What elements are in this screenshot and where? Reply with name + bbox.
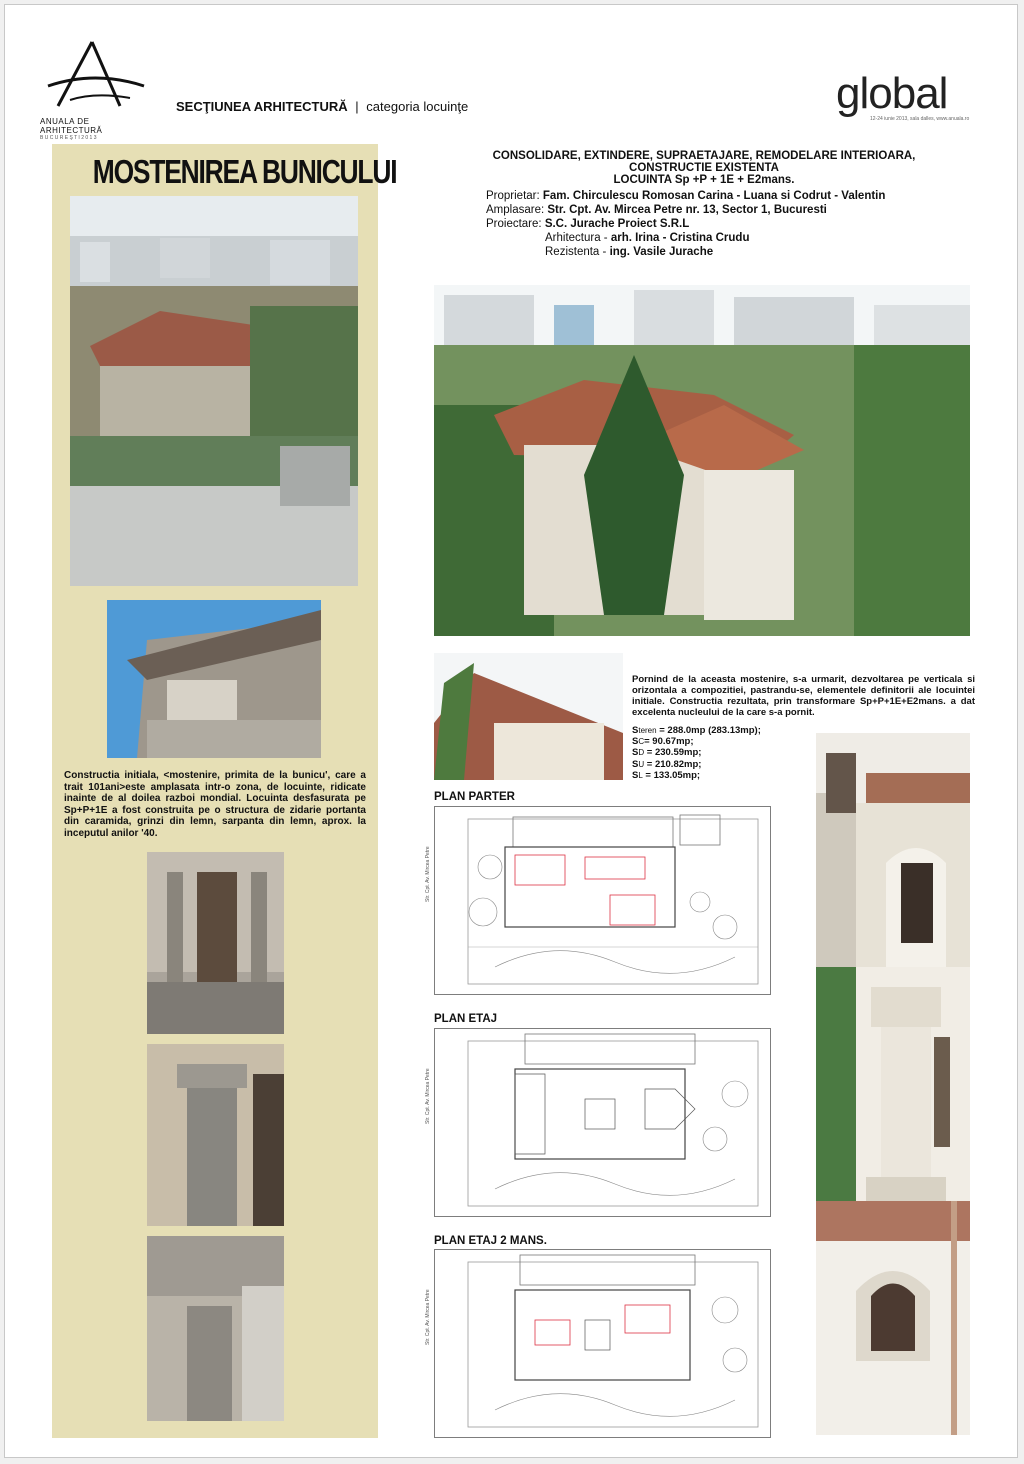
section-separator: |: [355, 99, 359, 114]
designer-value: S.C. Jurache Proiect S.R.L: [544, 218, 690, 230]
plan-title-etaj2: PLAN ETAJ 2 MANS.: [434, 1235, 547, 1247]
photo-aerial-old-house: [70, 196, 358, 586]
photo-old-facade-detail: [107, 600, 321, 758]
area-value: = 288.0mp (283.13mp);: [656, 725, 761, 736]
location-value: Str. Cpt. Av. Mircea Petre nr. 13, Sector 1, Bucuresti: [547, 204, 827, 216]
area-row-u: [632, 759, 761, 770]
designer-row: [486, 217, 885, 231]
area-sub: C: [638, 737, 645, 747]
area-list: [632, 725, 761, 781]
owner-label: Proprietar:: [486, 190, 543, 202]
floor-plan-etaj: [425, 1028, 771, 1217]
logo-line-2: B U C U R E Ş T I 2 0 1 3: [40, 135, 97, 141]
area-sub: U: [638, 759, 645, 769]
photo-new-column: [816, 967, 970, 1201]
section-label: SECŢIUNEA ARHITECTURĂ: [176, 99, 348, 114]
global-sub: 12-24 iunie 2013, sala dalles, www.anuala.ro: [870, 116, 970, 122]
area-row-l: [632, 770, 761, 781]
plan-title-etaj: PLAN ETAJ: [434, 1013, 498, 1025]
anuala-a-icon: [40, 40, 150, 110]
concept-text: Pornind de la aceasta mostenire, s-a urmarit, dezvoltarea pe verticala si orizontala a compozitiei, pastrandu-se, elementele definitorii ale locuintei initiale. Constructia rezultata, prin transformare Sp+P+1E+E2mans. a dat excelenta nucleului de la care s-a pornit.: [632, 674, 975, 718]
logo-line-1: ANUALA DE ARHITECTURĂ: [40, 117, 103, 135]
photo-new-roof-corner: [434, 653, 623, 780]
location-label: Amplasare:: [486, 204, 548, 216]
area-sub: L: [638, 770, 643, 780]
area-symbol: S: [632, 736, 639, 748]
plan-etaj-street-label: Str. Cpt. Av. Mircea Petre: [425, 1068, 431, 1124]
category-label: categoria locuinţe: [366, 99, 469, 114]
left-description: Constructia initiala, <mostenire, primita de la bunicu', care a trait 101ani>este amplasata intr-o zona, de locuinte, ridicate inainte de al doilea razboi mondial. Locuinta desfasurata pe Sp+P+1E a fost construita pe o structura de zidarie portanta din caramida, grinzi din lemn, sarpanta din lemn, aprox. la inceputul anilor '40.: [64, 770, 366, 839]
photo-old-column: [147, 1044, 284, 1226]
project-title-line-3: LOCUINTA Sp +P + 1E + E2mans.: [613, 174, 795, 186]
designer-label: Proiectare:: [486, 218, 545, 230]
architecture-value: arh. Irina - Cristina Crudu: [610, 232, 750, 244]
area-symbol: S: [632, 758, 639, 770]
plan-title-parter: PLAN PARTER: [434, 791, 515, 803]
area-row-teren: [632, 725, 761, 736]
area-value: = 210.82mp;: [644, 758, 702, 770]
area-symbol: S: [632, 769, 639, 781]
area-symbol: S: [632, 747, 639, 759]
project-info-rows: [486, 189, 885, 259]
project-title-block: [434, 150, 994, 187]
architecture-row: [545, 231, 885, 245]
photo-aerial-new-house: [434, 285, 970, 636]
area-value: = 133.05mp;: [642, 769, 701, 781]
project-title-line-1: CONSOLIDARE, EXTINDERE, SUPRAETAJARE, REMODELARE INTERIOARA,: [492, 150, 916, 162]
photo-old-balcony: [147, 1236, 284, 1421]
structure-row: [545, 245, 885, 259]
location-row: [486, 203, 885, 217]
photo-new-arched-window: [816, 1201, 970, 1435]
global-logo: [836, 69, 986, 126]
area-sub: teren: [638, 726, 657, 735]
structure-label: Rezistenta -: [545, 246, 610, 258]
area-sub: D: [638, 748, 645, 758]
plan-etaj2-street-label: Str. Cpt. Av. Mircea Petre: [425, 1289, 431, 1345]
area-row-d: [632, 747, 761, 758]
section-heading: [176, 99, 468, 114]
photo-old-entrance-door: [147, 852, 284, 1034]
area-symbol: S: [632, 725, 639, 736]
anuala-logo: [40, 40, 150, 141]
area-row-c: [632, 736, 761, 747]
project-title-line-2: CONSTRUCTIE EXISTENTA: [629, 162, 779, 174]
project-title: MOSTENIREA BUNICULUI: [92, 153, 397, 190]
owner-value: Fam. Chirculescu Romosan Carina - Luana si Codrut - Valentin: [542, 190, 886, 202]
owner-row: [486, 189, 885, 203]
structure-value: ing. Vasile Jurache: [609, 246, 714, 258]
floor-plan-parter: [425, 806, 771, 995]
photo-new-entrance: [816, 733, 970, 967]
architecture-label: Arhitectura -: [545, 232, 611, 244]
area-value: = 230.59mp;: [644, 747, 702, 759]
plan-parter-street-label: Str. Cpt. Av. Mircea Petre: [425, 846, 431, 902]
area-value: = 90.67mp;: [644, 736, 694, 748]
global-word: global: [836, 69, 948, 118]
floor-plan-etaj2: [425, 1249, 771, 1438]
